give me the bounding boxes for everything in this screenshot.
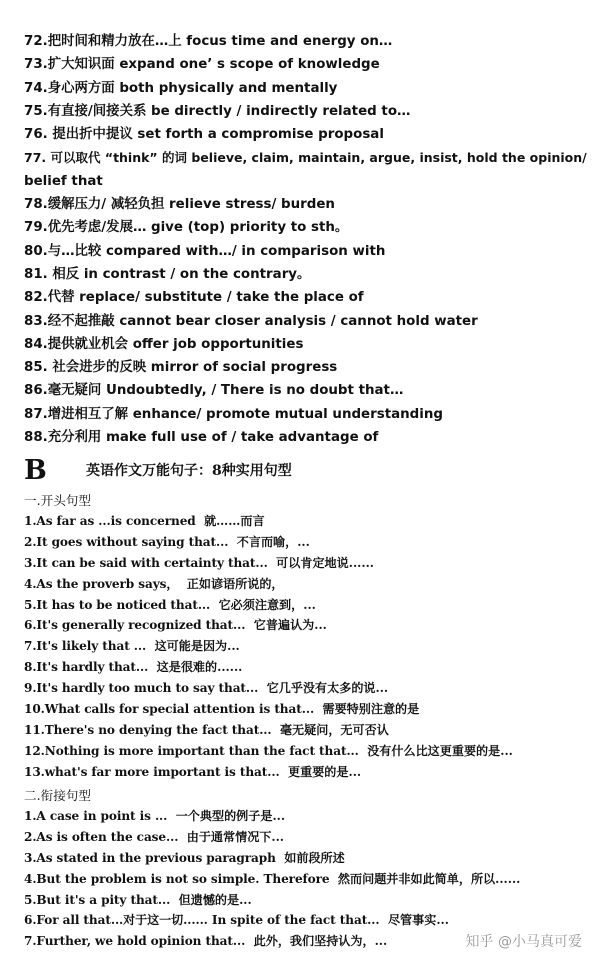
spacer: [272, 723, 280, 737]
pattern-chinese: 它普遍认为...: [253, 618, 327, 633]
pattern-chinese: 可以肯定地说......: [276, 555, 374, 570]
part1-heading: 一.开头句型: [24, 493, 91, 508]
pattern-english: 9.It's hardly too much to say that...: [24, 681, 259, 696]
sentence-pattern-item: [24, 848, 596, 869]
spacer: [228, 535, 236, 549]
phrase-line: 77. 可以取代 “think” 的词 believe, claim, maintain, argue, insist, hold the opinion/: [24, 150, 587, 166]
sentence-pattern-item: [24, 636, 596, 657]
pattern-chinese: 尽管事实...: [387, 913, 449, 928]
phrase-line: 88.充分利用 make full use of / take advantage of: [24, 430, 379, 446]
phrase-line: 80.与…比较 compared with…/ in comparison with: [24, 243, 386, 259]
phrase-line: 73.扩大知识面 expand one’ s scope of knowledge: [24, 57, 380, 73]
pattern-english: 5.It has to be noticed that...: [24, 597, 211, 612]
pattern-english: 2.As is often the case...: [24, 829, 179, 844]
spacer: [258, 681, 266, 695]
spacer: [210, 598, 218, 612]
pattern-english: 6.For all that...对于这一切...... In spite of the fact that...: [24, 913, 380, 928]
sentence-pattern-item: [24, 574, 596, 595]
phrase-line: 83.经不起推敲 cannot bear closer analysis / cannot hold water: [24, 313, 478, 329]
phrase-list-a: [24, 30, 596, 449]
sentence-pattern-item: [24, 806, 596, 827]
pattern-english: 3.As stated in the previous paragraph: [24, 850, 276, 865]
pattern-english: 1.A case in point is ...: [24, 809, 168, 823]
pattern-english: 4.As the proverb says，: [24, 576, 179, 591]
pattern-chinese: 没有什么比这更重要的是...: [367, 743, 513, 758]
spacer: [359, 744, 367, 758]
pattern-chinese: 不言而喻，...: [236, 534, 310, 549]
pattern-chinese: 如前段所述: [284, 850, 345, 865]
spacer: [178, 577, 186, 591]
sentence-pattern-item: [24, 699, 596, 720]
pattern-english: 5.But it's a pity that...: [24, 892, 171, 907]
pattern-chinese: 它几乎没有太多的说...: [266, 681, 389, 696]
sentence-pattern-item: [24, 657, 596, 678]
pattern-chinese: 然而问题并非如此简单，所以......: [337, 871, 521, 886]
pattern-chinese: 但遗憾的是...: [178, 892, 252, 907]
phrase-line: 72.把时间和精力放在…上 focus time and energy on…: [24, 34, 393, 49]
sentence-pattern-item: [24, 678, 596, 699]
phrase-line: 82.代替 replace/ substitute / take the place of: [24, 290, 364, 306]
pattern-english: 7.Further, we hold opinion that...: [24, 934, 246, 949]
spacer: [148, 660, 156, 674]
pattern-chinese: 更重要的是...: [288, 764, 362, 779]
opening-sentence-list: [24, 511, 596, 783]
sentence-pattern-item: [24, 595, 596, 616]
pattern-english: 2.It goes without saying that...: [24, 534, 229, 549]
spacer: [280, 765, 288, 779]
pattern-english: 6.It's generally recognized that...: [24, 618, 246, 633]
sentence-pattern-item: [24, 910, 596, 931]
pattern-english: 13.what's far more important is that...: [24, 764, 280, 779]
spacer: [245, 618, 253, 632]
sentence-pattern-item: [24, 741, 596, 762]
phrase-line: 85. 社会进步的反映 mirror of social progress: [24, 360, 338, 376]
sentence-pattern-item: [24, 827, 596, 848]
pattern-chinese: 由于通常情况下...: [186, 829, 285, 844]
spacer: [170, 893, 178, 907]
sentence-pattern-item: [24, 615, 596, 636]
phrase-line: belief that: [24, 173, 103, 189]
pattern-chinese: 这是很难的......: [156, 660, 243, 675]
sentence-pattern-item: [24, 553, 596, 574]
pattern-english: 10.What calls for special attention is that...: [24, 702, 315, 717]
phrase-line: 87.增进相互了解 enhance/ promote mutual understanding: [24, 406, 443, 422]
sentence-pattern-item: [24, 511, 596, 532]
spacer: [245, 934, 253, 948]
phrase-line: 75.有直接/间接关系 be directly / indirectly related to…: [24, 103, 411, 119]
pattern-chinese: 此外，我们坚持认为，...: [253, 934, 388, 949]
sentence-pattern-item: [24, 532, 596, 553]
spacer: [276, 851, 284, 865]
pattern-english: 3.It can be said with certainty that...: [24, 555, 268, 570]
section-b-header: [24, 455, 292, 485]
spacer: [329, 872, 337, 886]
section-title: 英语作文万能句子：8种实用句型: [86, 463, 292, 479]
sentence-pattern-item: [24, 762, 596, 783]
pattern-english: 11.There's no denying the fact that...: [24, 722, 272, 737]
phrase-line: 78.缓解压力/ 减轻负担 relieve stress/ burden: [24, 197, 335, 213]
sentence-pattern-item: [24, 890, 596, 911]
sentence-pattern-item: [24, 869, 596, 890]
phrase-line: 81. 相反 in contrast / on the contrary。: [24, 266, 311, 282]
spacer: [178, 830, 186, 844]
pattern-english: 7.It's likely that ...: [24, 639, 147, 654]
pattern-chinese: 一个典型的例子是...: [175, 809, 286, 823]
pattern-chinese: 这可能是因为...: [154, 639, 240, 654]
part2-heading: 二.衔接句型: [24, 788, 91, 803]
pattern-chinese: 需要特别注意的是: [322, 702, 420, 717]
transition-sentence-list: [24, 806, 596, 952]
pattern-chinese: 就……而言: [204, 514, 265, 528]
spacer: [196, 514, 204, 528]
spacer: [268, 556, 276, 570]
sentence-pattern-item: [24, 720, 596, 741]
spacer: [146, 639, 154, 653]
pattern-english: 8.It's hardly that...: [24, 660, 149, 675]
phrase-line: 84.提供就业机会 offer job opportunities: [24, 336, 304, 352]
spacer: [380, 913, 388, 927]
spacer: [167, 809, 175, 823]
pattern-chinese: 正如谚语所说的，: [186, 576, 284, 591]
pattern-english: 12.Nothing is more important than the fact that...: [24, 743, 359, 758]
watermark: 知乎 @小马真可爱: [465, 934, 582, 950]
pattern-chinese: 它必须注意到，...: [218, 597, 316, 612]
pattern-english: 4.But the problem is not so simple. Therefore: [24, 871, 330, 886]
phrase-line: 79.优先考虑/发展… give (top) priority to sth。: [24, 220, 349, 236]
pattern-english: 1.As far as ...is concerned: [24, 514, 196, 528]
section-letter: B: [24, 454, 47, 486]
phrase-line: 76. 提出折中提议 set forth a compromise proposal: [24, 127, 384, 143]
phrase-line: 86.毫无疑问 Undoubtedly, / There is no doubt that…: [24, 383, 404, 399]
pattern-chinese: 毫无疑问，无可否认: [279, 722, 389, 737]
phrase-line: 74.身心两方面 both physically and mentally: [24, 80, 338, 96]
